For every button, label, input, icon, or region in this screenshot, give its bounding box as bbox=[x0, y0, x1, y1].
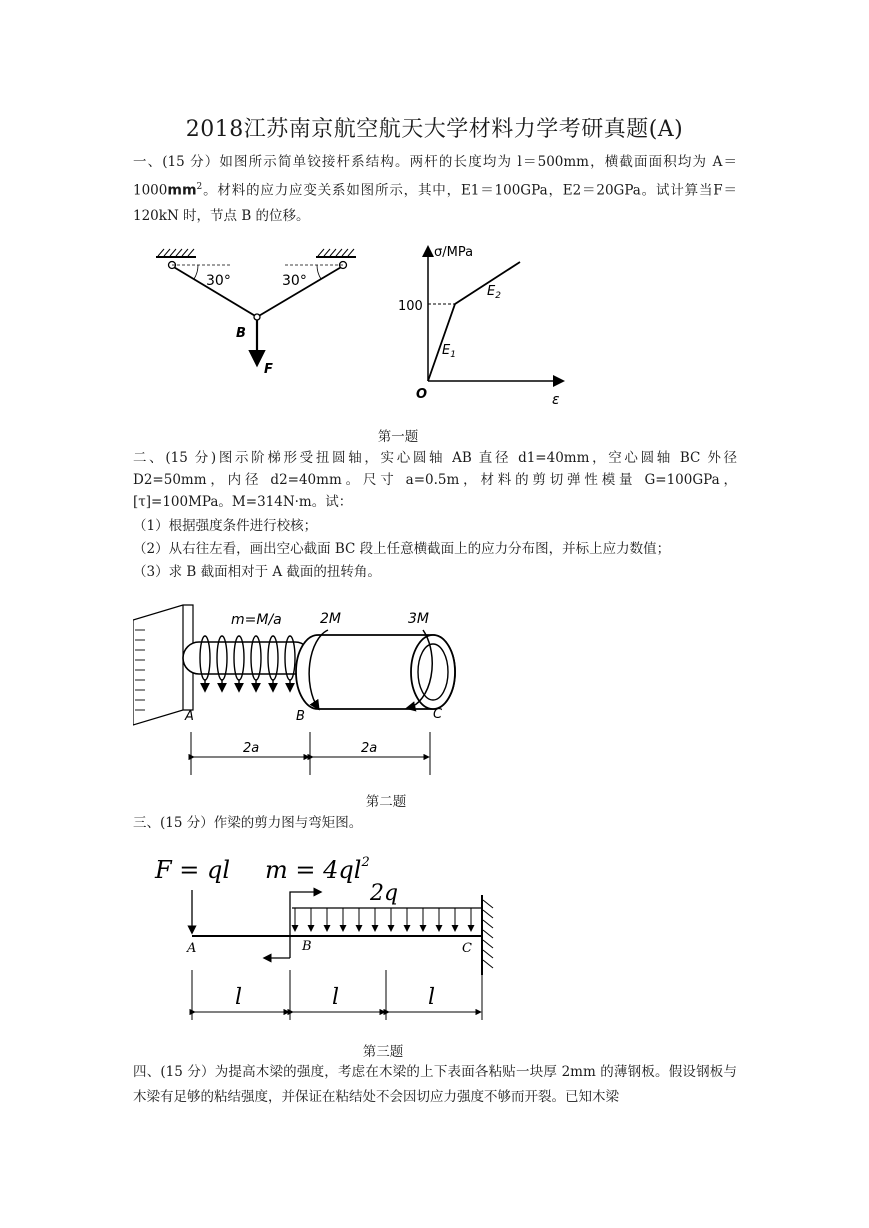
q2-shaft-figure bbox=[133, 600, 468, 780]
q1-origin-label: O bbox=[416, 387, 428, 402]
q1-truss-figure bbox=[150, 245, 370, 380]
q3-moment-label: $m = 4ql^2$ bbox=[265, 855, 370, 884]
q3-label-c: C bbox=[462, 941, 472, 956]
q2-dim1: 2a bbox=[243, 741, 260, 756]
q3-load-label: 2q bbox=[370, 881, 399, 906]
caption-1: 第一题 bbox=[377, 429, 419, 445]
q1-force-label: F bbox=[264, 362, 273, 377]
q1-node-label: B bbox=[236, 326, 246, 341]
q2-item-1: （1）根据强度条件进行校核； bbox=[133, 518, 318, 534]
stress-strain-curve bbox=[428, 262, 520, 381]
q1-text-b: 。材料的应力应变关系如图所示，其中，E1＝100GPa，E2＝20GPa。试计算当F＝120kN 时，节点 B 的位移。 bbox=[133, 182, 737, 224]
q3-force-label: F = ql bbox=[155, 856, 231, 884]
distributed-load-arrows bbox=[295, 908, 471, 930]
q3-label-b: B bbox=[302, 939, 312, 954]
question-1-text bbox=[133, 150, 737, 229]
q1-angle-left: 30° bbox=[206, 273, 231, 289]
question-2-text: 二、(15 分)图示阶梯形受扭圆轴，实心圆轴 AB 直径 d1=40mm，空心圆轴 BC 外径 D2=50mm，内径 d2=40mm。尺寸 a=0.5m，材料的剪切弹性模量 G=100GPa，[τ]=100MPa。M=314N·m。试： bbox=[133, 450, 737, 510]
q3-beam-figure bbox=[140, 840, 520, 1030]
q2-label-a: A bbox=[185, 709, 194, 724]
caption-3: 第三题 bbox=[362, 1044, 404, 1060]
q2-label-c: C bbox=[433, 707, 443, 722]
q3-l3: l bbox=[428, 985, 436, 1010]
q1-yaxis-label: σ/MPa bbox=[434, 245, 474, 260]
q1-stress-value: 100 bbox=[398, 299, 423, 314]
q2-torque-b-label: 2M bbox=[320, 611, 341, 627]
q1-angle-right: 30° bbox=[282, 273, 307, 289]
q2-distributed-label: m=M/a bbox=[231, 612, 282, 628]
solid-shaft-ab bbox=[183, 642, 311, 674]
q2-item-3: （3）求 B 截面相对于 A 截面的扭转角。 bbox=[133, 564, 381, 580]
q1-text-a: 一、(15 分）如图所示简单铰接杆系结构。两杆的长度均为 l＝500mm，横截面面积均为 A＝1000 bbox=[133, 154, 737, 199]
question-4-text: 四、(15 分）为提高木梁的强度，考虑在木梁的上下表面各粘贴一块厚 2mm 的薄钢板。假设钢板与木梁有足够的粘结强度，并保证在粘结处不会因切应力强度不够而开裂。已知木梁 bbox=[133, 1064, 737, 1105]
q1-stress-strain-figure bbox=[390, 238, 580, 410]
q1-unit-sup: 2 bbox=[196, 182, 203, 192]
q3-l2: l bbox=[332, 985, 340, 1010]
q1-e1-label: $E_1$ bbox=[442, 343, 456, 360]
q1-unit: mm bbox=[167, 182, 197, 199]
q2-dim2: 2a bbox=[361, 741, 378, 756]
q2-torque-c-label: 3M bbox=[408, 611, 429, 627]
node-b bbox=[254, 314, 260, 320]
q3-label-a: A bbox=[187, 941, 197, 956]
q2-item-2: （2）从右往左看，画出空心截面 BC 段上任意横截面上的应力分布图，并标上应力数值； bbox=[133, 541, 671, 557]
caption-2: 第二题 bbox=[365, 794, 407, 810]
q1-e2-label: $E_2$ bbox=[487, 284, 501, 301]
q3-l1: l bbox=[235, 985, 243, 1010]
q2-label-b: B bbox=[296, 709, 305, 724]
q1-xaxis-label: ε bbox=[552, 392, 560, 408]
question-3-text: 三、(15 分）作梁的剪力图与弯矩图。 bbox=[133, 815, 363, 831]
page-title: 2018江苏南京航空航天大学材料力学考研真题(A) bbox=[185, 117, 684, 142]
